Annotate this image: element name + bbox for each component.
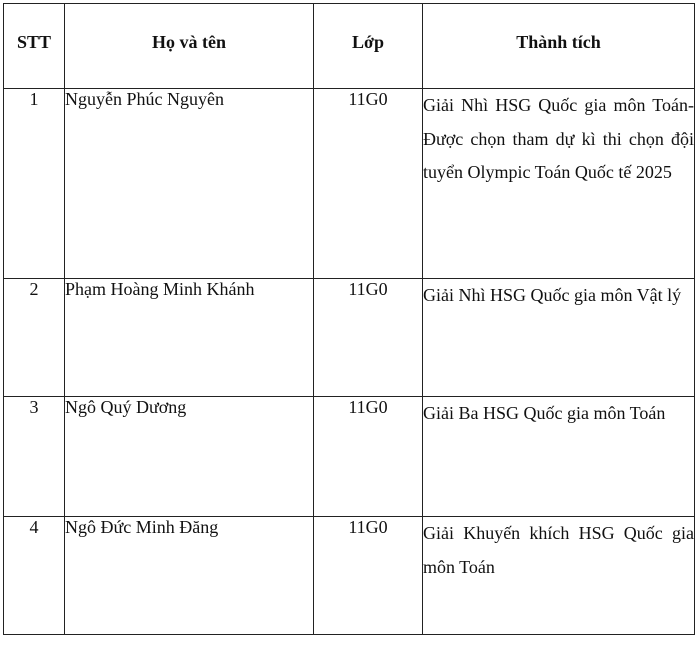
table-header-row <box>4 4 695 89</box>
cell-name: Ngô Đức Minh Đăng <box>65 517 314 635</box>
header-class: Lớp <box>314 4 423 89</box>
cell-name: Nguyễn Phúc Nguyên <box>65 89 314 279</box>
cell-achievement: Giải Nhì HSG Quốc gia môn Toán- Được chọn tham dự kì thi chọn đội tuyển Olympic Toán Quốc tế 2025 <box>423 89 695 279</box>
cell-stt: 2 <box>4 279 65 397</box>
cell-class: 11G0 <box>314 517 423 635</box>
cell-achievement: Giải Khuyến khích HSG Quốc gia môn Toán <box>423 517 695 635</box>
cell-name: Ngô Quý Dương <box>65 397 314 517</box>
cell-stt: 1 <box>4 89 65 279</box>
header-stt: STT <box>4 4 65 89</box>
table-row <box>4 89 695 279</box>
awards-table <box>3 3 695 635</box>
table-row <box>4 279 695 397</box>
cell-class: 11G0 <box>314 89 423 279</box>
cell-achievement: Giải Ba HSG Quốc gia môn Toán <box>423 397 695 517</box>
header-name: Họ và tên <box>65 4 314 89</box>
cell-achievement: Giải Nhì HSG Quốc gia môn Vật lý <box>423 279 695 397</box>
cell-stt: 4 <box>4 517 65 635</box>
cell-name: Phạm Hoàng Minh Khánh <box>65 279 314 397</box>
cell-class: 11G0 <box>314 279 423 397</box>
table-row <box>4 517 695 635</box>
cell-class: 11G0 <box>314 397 423 517</box>
header-achievement: Thành tích <box>423 4 695 89</box>
cell-stt: 3 <box>4 397 65 517</box>
table-row <box>4 397 695 517</box>
